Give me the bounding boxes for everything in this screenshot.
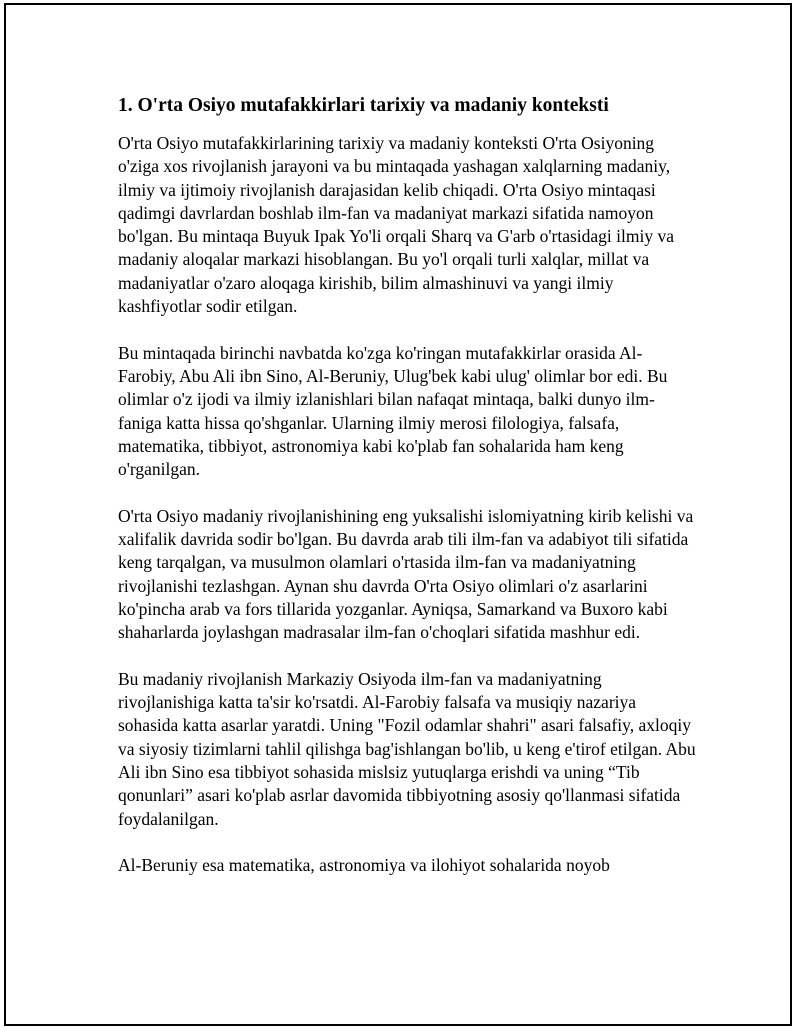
paragraph-2: Bu mintaqada birinchi navbatda ko'zga ko'ringan mutafakkirlar orasida Al-Farobiy, Abu Ali ibn Sino, Al-Beruniy, Ulug'bek kabi ulug' olimlar bor edi. Bu olimlar o'z ijodi va ilmiy izlanishlari bilan nafaqat mintaqa, balki dunyo ilm-faniga katta hissa qo'shganlar. Ularning ilmiy merosi filologiya, falsafa, matematika, tibbiyot, astronomiya kabi ko'plab fan sohalarida ham keng o'rganilgan. <box>118 342 668 480</box>
section-heading: 1. O'rta Osiyo mutafakkirlari tarixiy va madaniy konteksti <box>118 95 609 116</box>
paragraph-1: O'rta Osiyo mutafakkirlarining tarixiy va madaniy konteksti O'rta Osiyoning o'ziga xos rivojlanish jarayoni va bu mintaqada yashagan xalqlarning madaniy, ilmiy va ijtimoiy rivojlanish darajasidan kelib chiqadi. O'rta Osiyo mintaqasi qadimgi davrlardan boshlab ilm-fan va madaniyat markazi sifatida namoyon bo'lgan. Bu mintaqa Buyuk Ipak Yo'li orqali Sharq va G'arb o'rtasidagi ilmiy va madaniy aloqalar markazi hisoblangan. Bu yo'l orqali turli xalqlar, millat va madaniyatlar o'zaro aloqaga kirishib, bilim almashinuvi va yangi ilmiy kashfiyotlar sodir etilgan. <box>118 133 675 317</box>
paragraph-5: Al-Beruniy esa matematika, astronomiya va ilohiyot sohalarida noyob <box>118 855 610 876</box>
document-body <box>118 92 698 901</box>
paragraph-4: Bu madaniy rivojlanish Markaziy Osiyoda ilm-fan va madaniyatning rivojlanishiga katta ta'sir ko'rsatdi. Al-Farobiy falsafa va musiqiy nazariya sohasida katta asarlar yaratdi. Uning "Fozil odamlar shahri" asari falsafiy, axloqiy va siyosiy tizimlarni tahlil qilishga bag'ishlangan bo'lib, u keng e'tirof etilgan. Abu Ali ibn Sino esa tibbiyot sohasida mislsiz yutuqlarga erishdi va uning “Tib qonunlari” asari ko'plab asrlar davomida tibbiyotning asosiy qo'llanmasi sifatida foydalanilgan. <box>118 668 696 829</box>
paragraph-3: O'rta Osiyo madaniy rivojlanishining eng yuksalishi islomiyatning kirib kelishi va xalifalik davrida sodir bo'lgan. Bu davrda arab tili ilm-fan va adabiyot tili sifatida keng tarqalgan, va musulmon olamlari o'rtasida ilm-fan va madaniyatning rivojlanishi tezlashgan. Aynan shu davrda O'rta Osiyo olimlari o'z asarlarini ko'pincha arab va fors tillarida yozganlar. Ayniqsa, Samarkand va Buxoro kabi shaharlarda joylashgan madrasalar ilm-fan o'choqlari sifatida mashhur edi. <box>118 505 694 643</box>
